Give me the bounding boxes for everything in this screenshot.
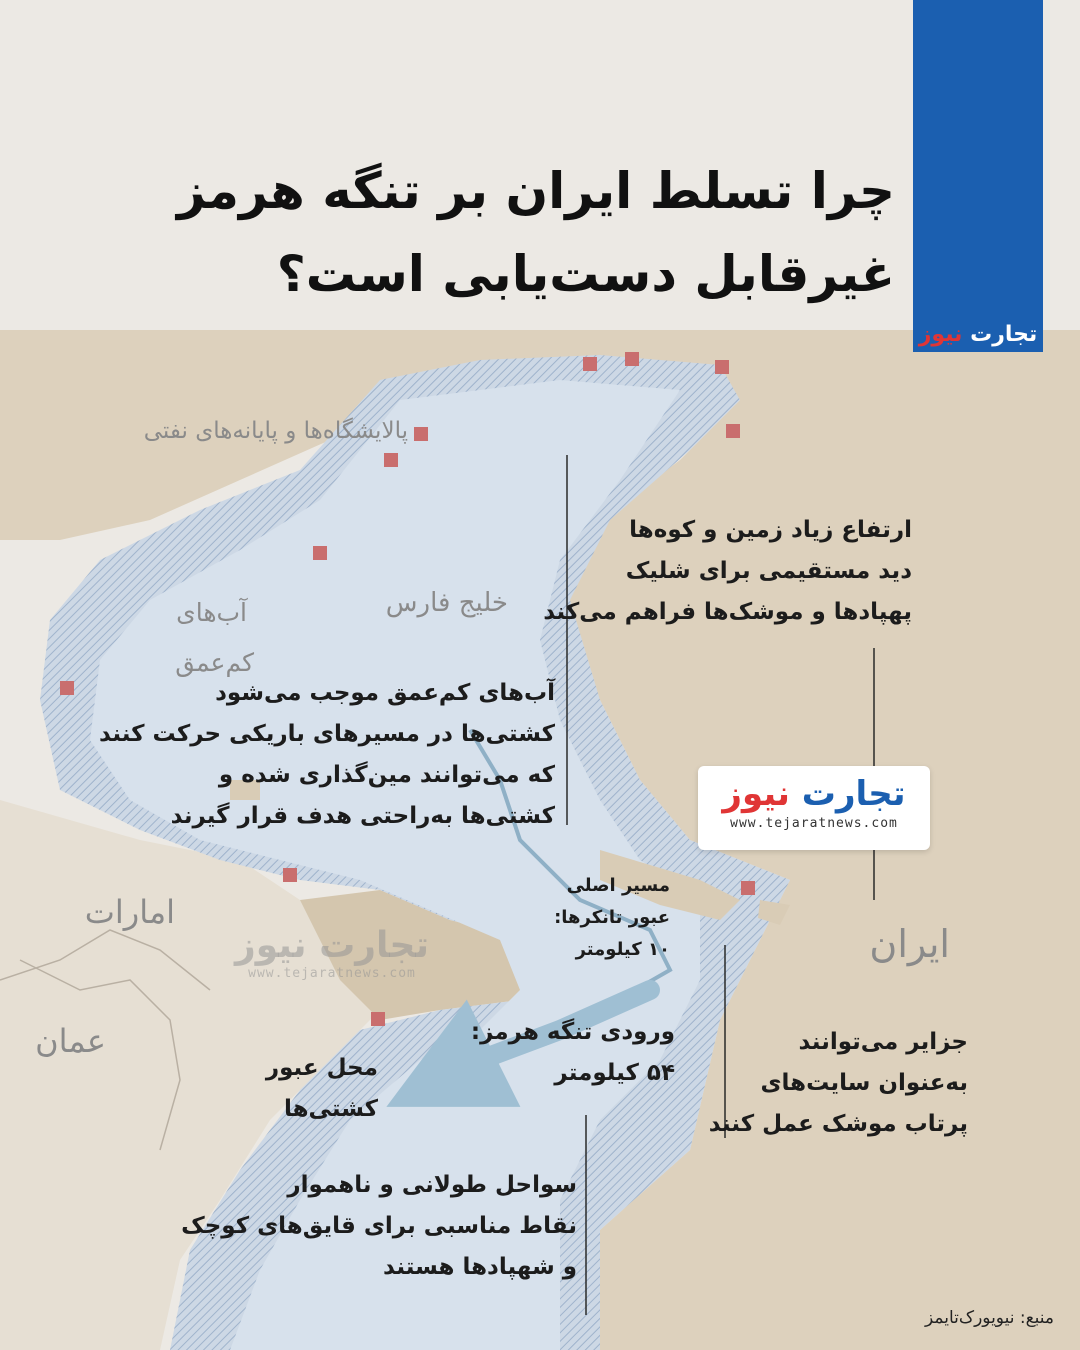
islands-note-line: پرتاب موشک عمل کنند (708, 1111, 968, 1137)
oman-label: عمان (35, 1022, 106, 1060)
coasts-note-line: و شهپادها هستند (383, 1254, 577, 1280)
strait-entry-note (471, 1012, 675, 1094)
facility-marker (625, 352, 639, 366)
refineries-label: پالایشگاه‌ها و پایانه‌های نفتی (143, 418, 408, 444)
brand-part1: تجارت (801, 774, 906, 814)
brand-part1: تجارت (319, 925, 429, 966)
ship-passage-note (266, 1048, 378, 1130)
brand-logo-text (698, 774, 930, 814)
facility-marker (726, 424, 740, 438)
shallow-water-note-line: کشتی‌ها در مسیرهای باریکی حرکت کنند (99, 721, 555, 747)
facility-marker (583, 357, 597, 371)
mountains-note-line: پهپادها و موشک‌ها فراهم می‌کند (543, 599, 912, 625)
shallow-water-note-line: که می‌توانند مین‌گذاری شده و (218, 762, 555, 788)
brand-part2: نیوز (235, 925, 307, 966)
tanker-route-note-line: ۱۰ کیلومتر (575, 939, 670, 960)
coasts-note-line: سواحل طولانی و ناهموار (287, 1172, 577, 1198)
islands-note-line: جزایر می‌توانند (798, 1029, 968, 1055)
mountains-note-line: ارتفاع زیاد زمین و کوه‌ها (629, 517, 912, 543)
header-brand-tag (914, 318, 1042, 352)
ship-passage-note-line: محل عبور (265, 1055, 378, 1081)
page-title-line2: غیرقابل دست‌یابی است؟ (276, 245, 895, 303)
facility-marker (313, 546, 327, 560)
mountains-note-line: دید مستقیمی برای شلیک (625, 558, 912, 584)
shallow-water-note (99, 673, 555, 837)
brand-part2: نیوز (722, 774, 790, 814)
islands-note-line: به‌عنوان سایت‌های (760, 1070, 968, 1096)
header-accent-bar (913, 0, 1043, 352)
brand-logo-box (698, 766, 930, 850)
facility-marker (741, 881, 755, 895)
tanker-route-note-line: مسیر اصلی (566, 875, 670, 896)
tanker-route-note (554, 870, 670, 966)
brand-part1: تجارت (970, 322, 1038, 347)
facility-marker (414, 427, 428, 441)
coasts-note-line: نقاط مناسبی برای قایق‌های کوچک (181, 1213, 577, 1239)
shallow-water-label-1: آب‌های (176, 598, 247, 627)
brand-watermark (232, 925, 432, 981)
watermark-url: www.tejaratnews.com (248, 966, 416, 981)
strait-entry-note-line: ۵۴ کیلومتر (554, 1060, 675, 1086)
mountains-note (543, 510, 912, 633)
facility-marker (60, 681, 74, 695)
facility-marker (715, 360, 729, 374)
brand-part2: نیوز (918, 322, 963, 347)
uae-label: امارات (84, 893, 175, 931)
facility-marker (283, 868, 297, 882)
iran-label: ایران (869, 922, 950, 966)
shallow-water-note-line: کشتی‌ها به‌راحتی هدف قرار گیرند (170, 803, 555, 829)
tanker-route-note-line: عبور تانکرها: (554, 907, 670, 928)
ship-passage-note-line: کشتی‌ها (283, 1096, 378, 1122)
strait-entry-note-line: ورودی تنگه هرمز: (470, 1019, 675, 1045)
watermark-logo-text (232, 925, 432, 966)
persian-gulf-label: خلیج فارس (385, 588, 508, 618)
shallow-water-label-2: کم‌عمق (175, 648, 254, 677)
brand-url: www.tejaratnews.com (730, 816, 898, 831)
source-credit: منبع: نیویورک‌تایمز (925, 1308, 1054, 1328)
page-title-line1: چرا تسلط ایران بر تنگه هرمز (176, 162, 895, 220)
islands-note (709, 1022, 968, 1145)
coasts-note (181, 1165, 577, 1288)
shallow-water-note-line: آب‌های کم‌عمق موجب می‌شود (215, 680, 555, 706)
facility-marker (384, 453, 398, 467)
facility-marker (371, 1012, 385, 1026)
